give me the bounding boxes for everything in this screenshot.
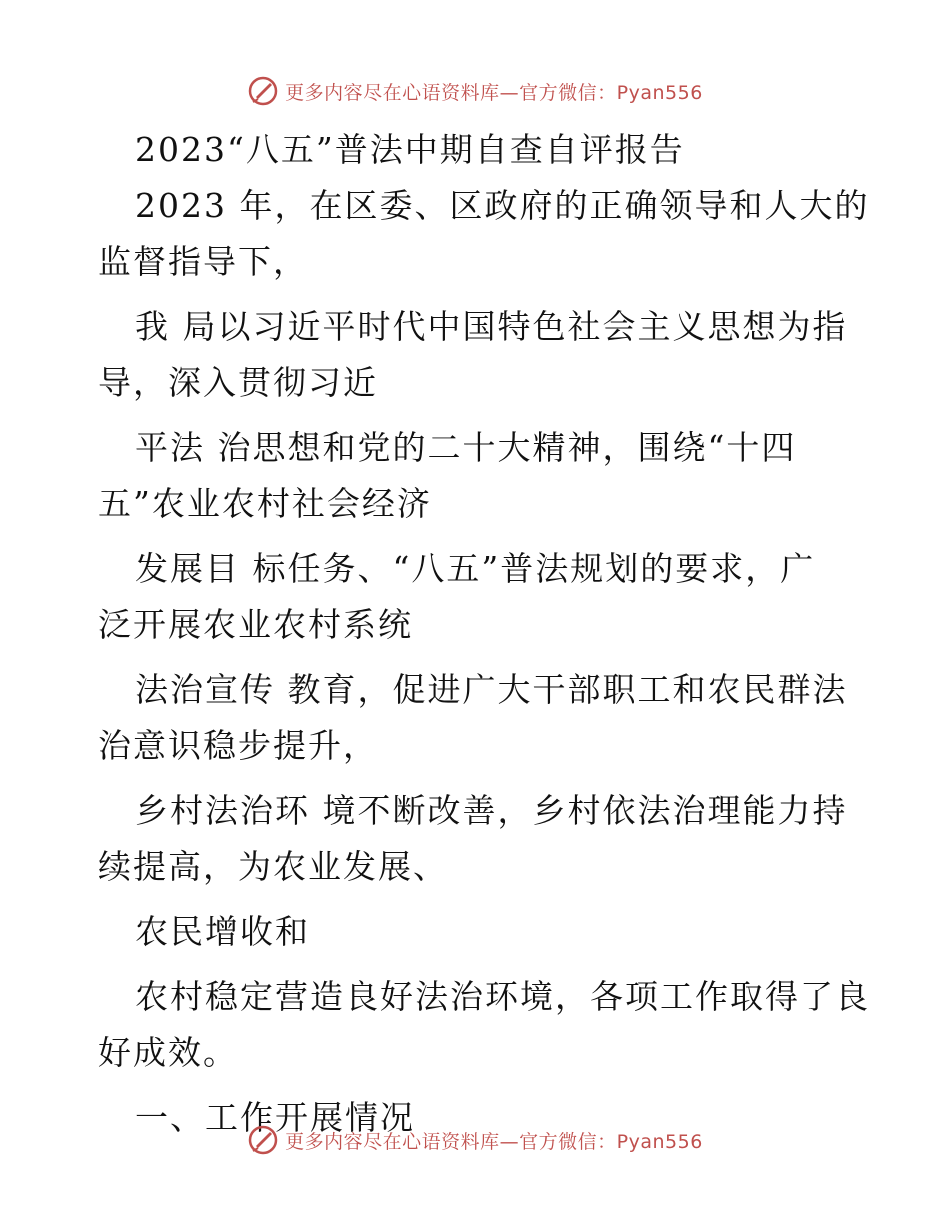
watermark-text: 更多内容尽在心语资料库—官方微信：Pyan556: [285, 1130, 703, 1153]
quill-logo-icon: [247, 1124, 279, 1156]
watermark-banner-bottom: [0, 1120, 950, 1160]
paragraph-line: 法治宣传 教育，促进广大干部职工和农民群法: [135, 670, 848, 709]
paragraph-line: 平法 治思想和党的二十大精神，围绕“十四: [135, 428, 797, 467]
paragraph-line: 导，深入贯彻习近: [98, 363, 378, 402]
paragraph-line: 农村稳定营造良好法治环境，各项工作取得了良: [135, 977, 870, 1016]
watermark-text: 更多内容尽在心语资料库—官方微信：Pyan556: [285, 81, 703, 104]
paragraph-line: 好成效。: [98, 1033, 238, 1072]
document-title: 2023“八五”普法中期自查自评报告: [135, 130, 685, 169]
paragraph-line: 乡村法治环 境不断改善，乡村依法治理能力持: [135, 791, 848, 830]
section-heading: 一、工作开展情况: [135, 1098, 415, 1137]
paragraph-line: 监督指导下，: [98, 242, 308, 281]
paragraph-line: 治意识稳步提升，: [98, 726, 378, 765]
paragraph-line: 我 局以习近平时代中国特色社会主义思想为指: [135, 307, 848, 346]
paragraph-line: 发展目 标任务、“八五”普法规划的要求，广: [135, 549, 816, 588]
quill-logo-icon: [247, 75, 279, 107]
paragraph-line: 五”农业农村社会经济: [98, 484, 432, 523]
paragraph-line: 泛开展农业农村系统: [98, 605, 413, 644]
paragraph-line: 农民增收和: [135, 912, 310, 951]
paragraph-line: 2023 年，在区委、区政府的正确领导和人大的: [135, 186, 870, 225]
paragraph-line: 续提高，为农业发展、: [98, 847, 448, 886]
watermark-banner-top: [0, 71, 950, 111]
document-body: [98, 122, 870, 1146]
